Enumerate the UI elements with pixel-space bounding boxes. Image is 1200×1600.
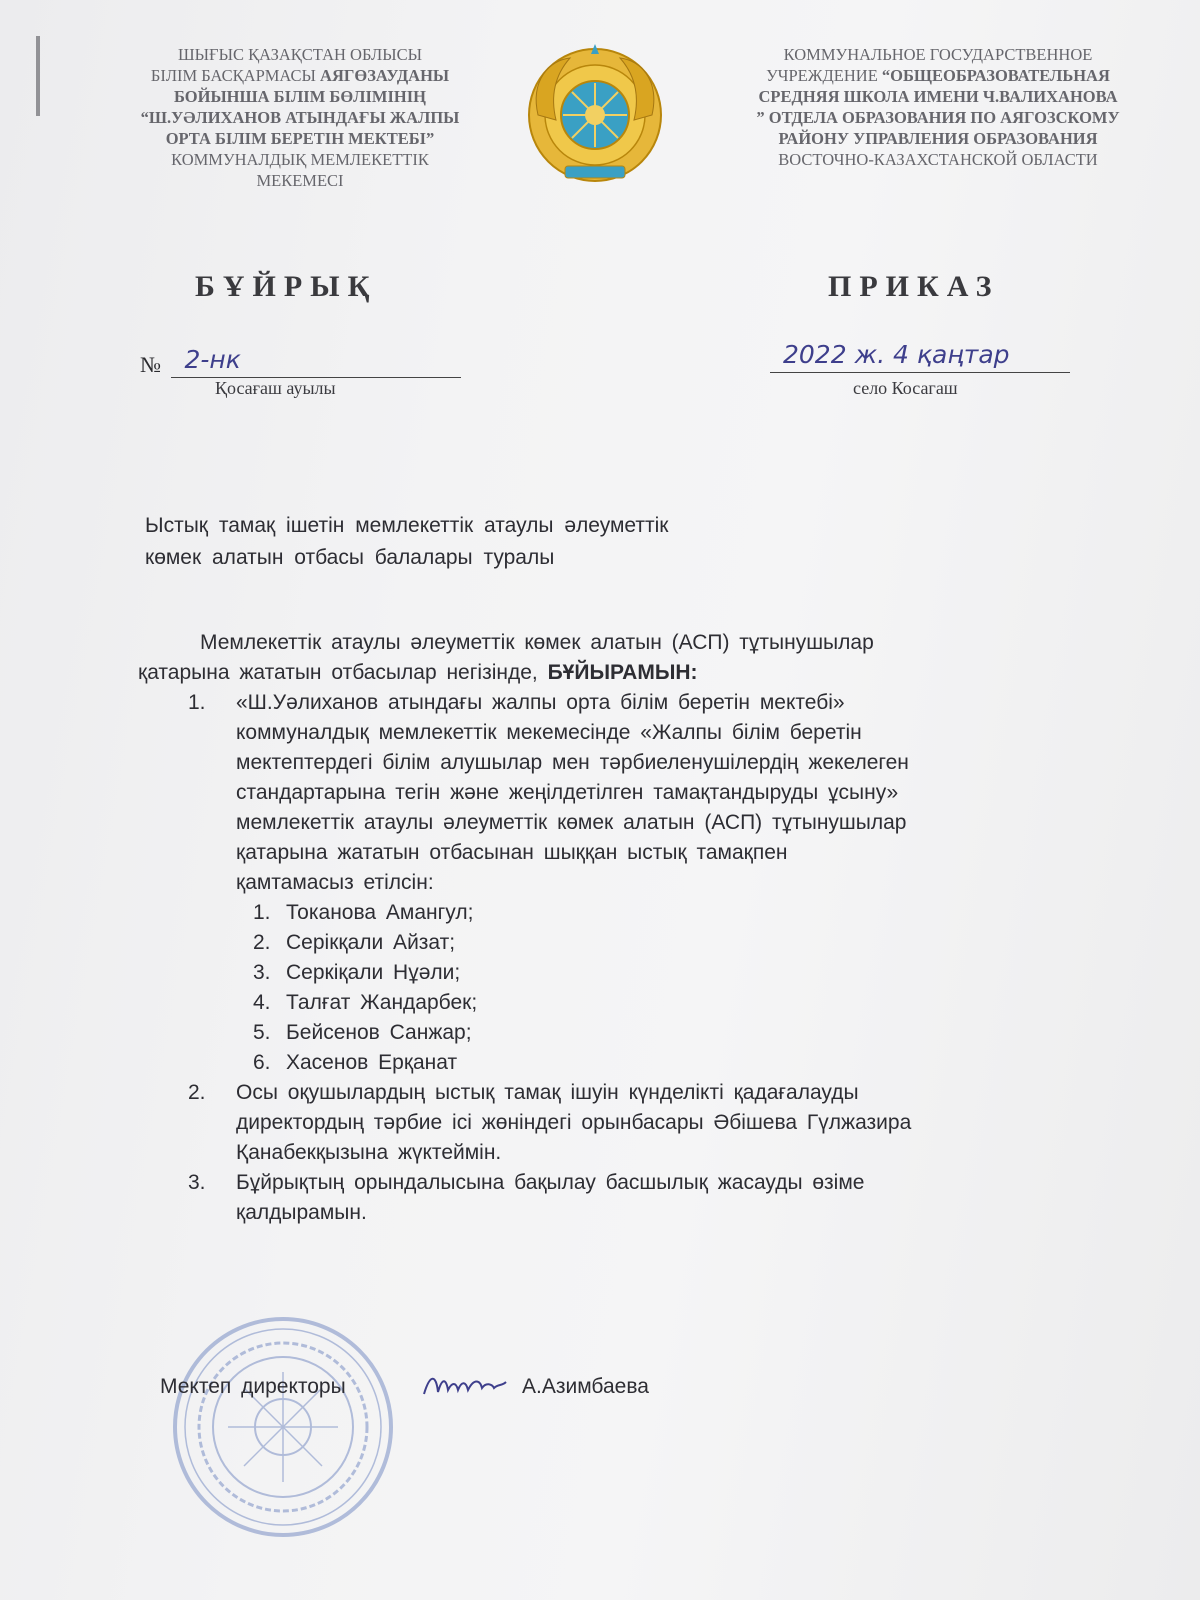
- student-list-item: 6. Хасенов Ерқанат: [253, 1051, 458, 1074]
- item-line: «Ш.Уәлиханов атындағы жалпы орта білім беретін мектебі»: [236, 691, 845, 714]
- intro-line: Мемлекеттік атаулы әлеуметтік көмек алатын (АСП) тұтынушылар: [200, 631, 874, 654]
- student-name: Талғат Жандарбек;: [286, 991, 478, 1014]
- place-ru: село Косагаш: [853, 378, 958, 398]
- student-list-item: 4. Талғат Жандарбек;: [253, 991, 478, 1014]
- header-kz-line: ШЫҒЫС ҚАЗАҚСТАН ОБЛЫСЫ: [178, 45, 422, 64]
- student-name: Серікқали Айзат;: [286, 931, 456, 954]
- student-list-item: 2. Серікқали Айзат;: [253, 931, 456, 954]
- header-ru-line: ” ОТДЕЛА ОБРАЗОВАНИЯ ПО АЯГОЗСКОМУ: [756, 108, 1120, 127]
- item-line: Бұйрықтың орындалысына бақылау басшылық жасауды өзіме: [236, 1171, 865, 1194]
- header-ru-line: ВОСТОЧНО-КАЗАХСТАНСКОЙ ОБЛАСТИ: [778, 150, 1098, 169]
- header-kz-line: БОЙЫНША БІЛІМ БӨЛІМІНІҢ: [174, 87, 426, 106]
- student-list-item: 1. Токанова Амангул;: [253, 901, 474, 924]
- item-line: директордың тәрбие ісі жөніндегі орынбасары Әбішева Гүлжазира: [236, 1111, 912, 1134]
- paper-fold-mark: [36, 36, 40, 116]
- order-number-line: [171, 345, 461, 378]
- header-ru-line: РАЙОНУ УПРАВЛЕНИЯ ОБРАЗОВАНИЯ: [778, 129, 1098, 148]
- student-name: Токанова Амангул;: [286, 901, 474, 924]
- header-kz-line: “Ш.УӘЛИХАНОВ АТЫНДАҒЫ ЖАЛПЫ: [140, 108, 460, 127]
- item-line: мектептердегі білім алушылар мен тәрбиеленушілердің жекелеген: [236, 751, 909, 774]
- order-number-row: [140, 345, 461, 378]
- student-name: Хасенов Ерқанат: [286, 1051, 458, 1074]
- number-sign: №: [140, 352, 161, 377]
- item-line: қамтамасыз етілсін:: [236, 871, 434, 894]
- header-kz: [100, 44, 500, 191]
- subject-line: Ыстық тамақ ішетін мемлекеттік атаулы әлеуметтік: [145, 514, 669, 537]
- order-word: БҰЙЫРАМЫН:: [547, 661, 698, 684]
- item-number: 3.: [188, 1171, 206, 1194]
- intro-line: қатарына жататын отбасылар негізінде, БҰЙЫРАМЫН:: [138, 661, 698, 684]
- order-body: [138, 628, 1098, 1228]
- subject-line: көмек алатын отбасы балалары туралы: [145, 546, 555, 569]
- item-number: 2.: [188, 1081, 206, 1104]
- order-item-3: [138, 1168, 1098, 1228]
- official-stamp-icon: [168, 1312, 398, 1542]
- order-item-1: [138, 688, 1098, 898]
- item-line: Осы оқушылардың ыстық тамақ ішуін күнделікті қадағалауды: [236, 1081, 859, 1104]
- student-name: Бейсенов Санжар;: [286, 1021, 472, 1044]
- student-name: Серкіқали Нұәли;: [286, 961, 461, 984]
- order-number-handwritten: 2-нк: [184, 345, 241, 374]
- item-line: коммуналдық мемлекеттік мекемесінде «Жалпы білім беретін: [236, 721, 862, 744]
- header-kz-line: КОММУНАЛДЫҚ МЕМЛЕКЕТТІК: [171, 150, 429, 169]
- item-line: Қанабекқызына жүктеймін.: [236, 1141, 502, 1164]
- header-ru: [718, 44, 1158, 170]
- signature-icon: [420, 1368, 510, 1404]
- title-kz: БҰЙРЫҚ: [195, 270, 378, 303]
- order-date-handwritten: 2022 ж. 4 қаңтар: [783, 340, 1010, 369]
- place-kz: Қосағаш ауылы: [215, 378, 336, 398]
- item-line: қатарына жататын отбасынан шыққан ыстық тамақпен: [236, 841, 788, 864]
- header-ru-line: УЧРЕЖДЕНИЕ “ОБЩЕОБРАЗОВАТЕЛЬНАЯ: [766, 66, 1110, 85]
- director-name: А.Азимбаева: [522, 1375, 649, 1398]
- order-item-2: [138, 1078, 1098, 1168]
- header-kz-line: ОРТА БІЛІМ БЕРЕТІН МЕКТЕБІ”: [165, 129, 435, 148]
- student-list-item: 5. Бейсенов Санжар;: [253, 1021, 472, 1044]
- order-date-line: [770, 372, 1070, 373]
- title-ru: ПРИКАЗ: [828, 270, 1000, 303]
- header-ru-line: КОММУНАЛЬНОЕ ГОСУДАРСТВЕННОЕ: [783, 45, 1093, 64]
- header-kz-line: МЕКЕМЕСІ: [256, 171, 344, 190]
- director-title: Мектеп директоры: [160, 1375, 346, 1398]
- order-subject: [145, 510, 845, 574]
- kazakhstan-emblem-icon: [520, 40, 670, 190]
- item-line: мемлекеттік атаулы әлеуметтік көмек алатын (АСП) тұтынушылар: [236, 811, 907, 834]
- item-line: қалдырамын.: [236, 1201, 367, 1224]
- item-number: 1.: [188, 691, 206, 714]
- header-ru-line: СРЕДНЯЯ ШКОЛА ИМЕНИ Ч.ВАЛИХАНОВА: [758, 87, 1118, 106]
- student-list-item: 3. Серкіқали Нұәли;: [253, 961, 461, 984]
- item-line: стандартарына тегін және жеңілдетілген тамақтандыруды ұсыну»: [236, 781, 899, 804]
- header-kz-line: БІЛІМ БАСҚАРМАСЫ АЯГӨЗАУДАНЫ: [150, 66, 450, 85]
